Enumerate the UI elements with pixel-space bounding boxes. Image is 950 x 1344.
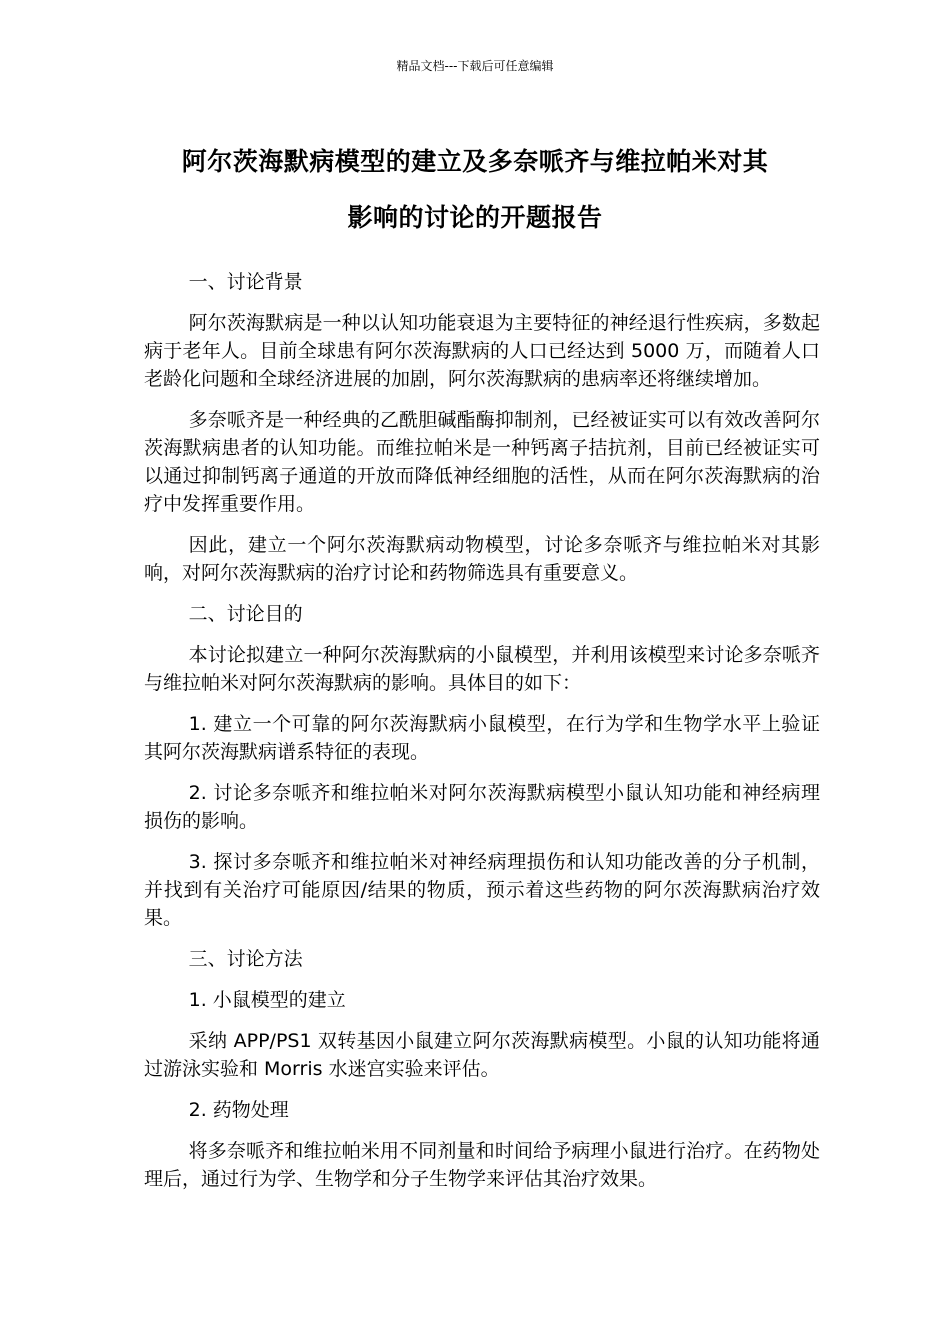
paragraph-methods-model: 采纳 APP/PS1 双转基因小鼠建立阿尔茨海默病模型。小鼠的认知功能将通过游泳实验和 Morris 水迷宫实验来评估。: [144, 1030, 820, 1080]
document-title: [120, 134, 830, 246]
purpose-item-2: 2. 讨论多奈哌齐和维拉帕米对阿尔茨海默病模型小鼠认知功能和神经病理损伤的影响。: [144, 782, 820, 832]
paragraph-background-3: 因此，建立一个阿尔茨海默病动物模型，讨论多奈哌齐与维拉帕米对其影响，对阿尔茨海默病的治疗讨论和药物筛选具有重要意义。: [144, 534, 820, 584]
document-body: [144, 268, 820, 1206]
section-heading-methods: 三、讨论方法: [188, 948, 303, 970]
title-line-2: 影响的讨论的开题报告: [347, 203, 603, 232]
paragraph-background-2: 多奈哌齐是一种经典的乙酰胆碱酯酶抑制剂，已经被证实可以有效改善阿尔茨海默病患者的认知功能。而维拉帕米是一种钙离子拮抗剂，目前已经被证实可以通过抑制钙离子通道的开放而降低神经细胞的活性，从而在阿尔茨海默病的治疗中发挥重要作用。: [144, 409, 820, 515]
section-heading-purpose: 二、讨论目的: [188, 603, 303, 625]
methods-subheading-drug: 2. 药物处理: [188, 1099, 289, 1121]
paragraph-purpose-intro: 本讨论拟建立一种阿尔茨海默病的小鼠模型，并利用该模型来讨论多奈哌齐与维拉帕米对阿尔茨海默病的影响。具体目的如下：: [144, 644, 820, 694]
paragraph-methods-drug: 将多奈哌齐和维拉帕米用不同剂量和时间给予病理小鼠进行治疗。在药物处理后，通过行为学、生物学和分子生物学来评估其治疗效果。: [144, 1140, 820, 1190]
purpose-item-1: 1. 建立一个可靠的阿尔茨海默病小鼠模型，在行为学和生物学水平上验证其阿尔茨海默病谱系特征的表现。: [144, 713, 820, 763]
header-note: 精品文档---下载后可任意编辑: [396, 59, 554, 73]
paragraph-background-1: 阿尔茨海默病是一种以认知功能衰退为主要特征的神经退行性疾病，多数起病于老年人。目前全球患有阿尔茨海默病的人口已经达到 5000 万，而随着人口老龄化问题和全球经济进展的加剧，阿尔茨海默病的患病率还将继续增加。: [144, 312, 820, 390]
methods-subheading-model: 1. 小鼠模型的建立: [188, 989, 346, 1011]
section-heading-background: 一、讨论背景: [188, 271, 303, 293]
purpose-item-3: 3. 探讨多奈哌齐和维拉帕米对神经病理损伤和认知功能改善的分子机制，并找到有关治疗可能原因/结果的物质，预示着这些药物的阿尔茨海默病治疗效果。: [144, 851, 820, 929]
title-line-1: 阿尔茨海默病模型的建立及多奈哌齐与维拉帕米对其: [181, 147, 769, 176]
